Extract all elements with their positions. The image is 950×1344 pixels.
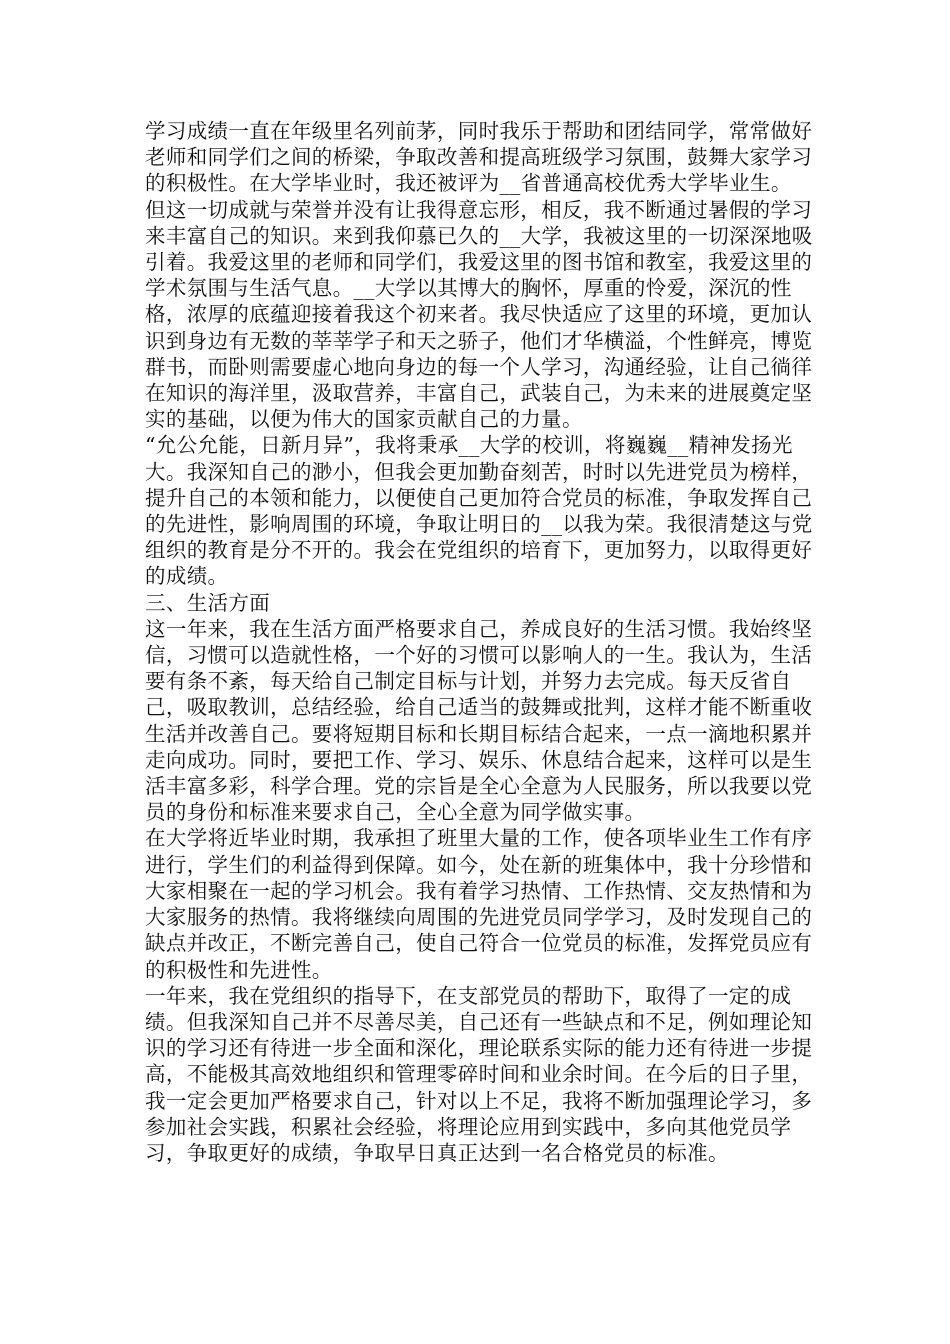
paragraph-summary: 一年来，我在党组织的指导下，在支部党员的帮助下，取得了一定的成绩。但我深知自己并不尽善尽美，自己还有一些缺点和不足，例如理论知识的学习还有待进一步全面和深化，理论联系实际的能力还有待进一步提高，不能极其高效地组织和管理零碎时间和业余时间。在今后的日子里，我一定会更加严格要求自己，针对以上不足，我将不断加强理论学习，多参加社会实践，积累社会经验，将理论应用到实践中，多向其他党员学习，争取更好的成绩，争取早日真正达到一名合格党员的标准。	[145, 983, 813, 1165]
paragraph-life-habits: 这一年来，我在生活方面严格要求自己，养成良好的生活习惯。我始终坚信，习惯可以造就性格，一个好的习惯可以影响人的一生。我认为，生活要有条不紊，每天给自己制定目标与计划，并努力去完成。每天反省自己，吸取教训，总结经验，给自己适当的鼓舞或批判，这样才能不断重收生活并改善自己。要将短期目标和长期目标结合起来，一点一滴地积累并走向成功。同时，要把工作、学习、娱乐、休息结合起来，这样可以是生活丰富多彩，科学合理。党的宗旨是全心全意为人民服务，所以我要以党员的身份和标准来要求自己，全心全意为同学做实事。	[145, 616, 813, 825]
paragraph-school-motto: “允公允能，日新月异”，我将秉承__大学的校训，将巍巍__精神发扬光大。我深知自己的渺小，但我会更加勤奋刻苦，时时以先进党员为榜样，提升自己的本领和能力，以便使自己更加符合党员的标准，争取发挥自己的先进性，影响周围的环境，争取让明日的__以我为荣。我很清楚这与党组织的教育是分不开的。我会在党组织的培育下，更加努力，以取得更好的成绩。	[145, 433, 813, 589]
section-heading-life: 三、生活方面	[145, 590, 271, 615]
paragraph-class-work: 在大学将近毕业时期，我承担了班里大量的工作，使各项毕业生工作有序进行，学生们的利益得到保障。如今，处在新的班集体中，我十分珍惜和大家相聚在一起的学习机会。我有着学习热情、工作热情、交友热情和为大家服务的热情。我将继续向周围的先进党员同学学习，及时发现自己的缺点并改正，不断完善自己，使自己符合一位党员的标准，发挥党员应有的积极性和先进性。	[145, 826, 813, 982]
paragraph-study-performance: 学习成绩一直在年级里名列前茅，同时我乐于帮助和团结同学，常常做好老师和同学们之间的桥梁，争取改善和提高班级学习氛围，鼓舞大家学习的积极性。在大学毕业时，我还被评为__省普通高校优秀大学毕业生。	[145, 119, 813, 196]
document-body	[145, 118, 813, 1166]
paragraph-university-life: 但这一切成就与荣誉并没有让我得意忘形，相反，我不断通过暑假的学习来丰富自己的知识。来到我仰慕已久的__大学，我被这里的一切深深地吸引着。我爱这里的老师和同学们，我爱这里的图书馆和教室，我爱这里的学术氛围与生活气息。__大学以其博大的胸怀，厚重的怜爱，深沉的性格，浓厚的底蕴迎接着我这个初来者。我尽快适应了这里的环境，更加认识到身边有无数的莘莘学子和天之骄子，他们才华横溢，个性鲜亮，博览群书，而卧则需要虚心地向身边的每一个人学习，沟通经验，让自己徜徉在知识的海洋里，汲取营养，丰富自己，武装自己，为未来的进展奠定坚实的基础，以便为伟大的国家贡献自己的力量。	[145, 197, 813, 432]
